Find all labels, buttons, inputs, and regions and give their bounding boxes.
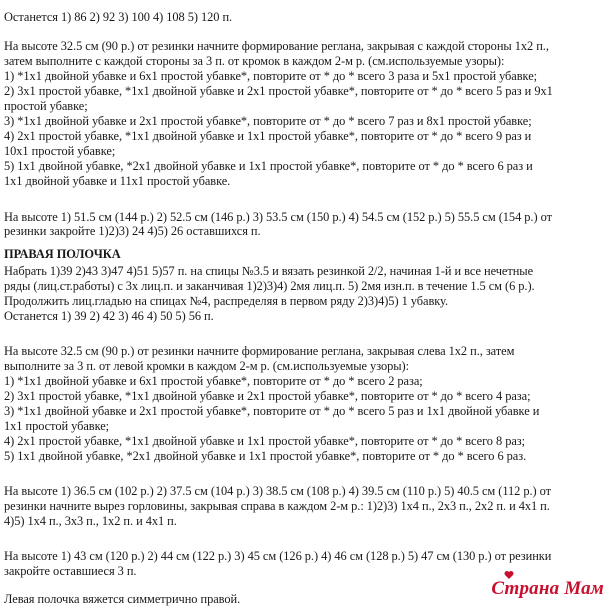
text-line: Останется 1) 39 2) 42 3) 46 4) 50 5) 56 п. — [4, 309, 214, 323]
text-line: 3) *1х1 двойной убавке и 2х1 простой убавке*, повторите от * до * всего 5 раз и 1х1 двойной убавке и — [4, 404, 540, 418]
text-line: 4) 2х1 простой убавке, *1х1 двойной убавке и 1х1 простой убавке*, повторите от * до * всего 9 раз и — [4, 129, 532, 143]
text-line: Останется 1) 86 2) 92 3) 100 4) 108 5) 120 п. — [4, 10, 233, 24]
text-line: 1) *1х1 двойной убавке и 6х1 простой убавке*, повторите от * до * всего 2 раза; — [4, 374, 423, 388]
text-line: На высоте 1) 43 см (120 р.) 2) 44 см (122 р.) 3) 45 см (126 р.) 4) 46 см (128 р.) 5) 47 см (130 р.) от резинки — [4, 549, 552, 563]
text-line: На высоте 1) 51.5 см (144 р.) 2) 52.5 см (146 р.) 3) 53.5 см (150 р.) 4) 54.5 см (152 р.) 5) 55.5 см (154 р.) от — [4, 210, 552, 224]
watermark-text: Страна Мам — [491, 578, 604, 599]
text-line: выполните за 3 п. от левой кромки в каждом 2-м р. (см.используемые узоры): — [4, 359, 410, 373]
text-line: На высоте 32.5 см (90 р.) от резинки начните формирование реглана, закрывая с каждой стороны 1х2 п., — [4, 39, 549, 53]
text-line: 3) *1х1 двойной убавке и 2х1 простой убавке*, повторите от * до * всего 7 раз и 8х1 простой убавке; — [4, 114, 532, 128]
text-line: резинки начните вырез горловины, закрывая справа в каждом 2-м р.: 1)2)3) 1х4 п., 2х3 п., 2х2 п. и 4х1 п. — [4, 499, 550, 513]
text-line: Набрать 1)39 2)43 3)47 4)51 5)57 п. на спицы №3.5 и вязать резинкой 2/2, начиная 1-й и все нечетные — [4, 264, 534, 278]
text-line: Левая полочка вяжется симметрично правой. — [4, 592, 241, 606]
text-line: 1х1 двойной убавке и 11х1 простой убавке. — [4, 174, 231, 188]
text-line: На высоте 1) 36.5 см (102 р.) 2) 37.5 см (104 р.) 3) 38.5 см (108 р.) 4) 39.5 см (110 р.) 5) 40.5 см (112 р.) от — [4, 484, 552, 498]
text-line: 2) 3х1 простой убавке, *1х1 двойной убавке и 2х1 простой убавке*, повторите от * до * всего 4 раза; — [4, 389, 531, 403]
text-line: простой убавке; — [4, 99, 88, 113]
text-line: 1) *1х1 двойной убавке и 6х1 простой убавке*, повторите от * до * всего 3 раза и 5х1 простой убавке; — [4, 69, 538, 83]
text-line: затем выполните с каждой стороны за 3 п. от кромок в каждом 2-м р. (см.используемые узоры): — [4, 54, 505, 68]
text-line: 5) 1х1 двойной убавке, *2х1 двойной убавке и 1х1 простой убавке*, повторите от * до * всего 6 раз. — [4, 449, 527, 463]
text-line: ряды (лиц.ст.работы) с 3х лиц.п. и заканчивая 1)2)3)4) 2мя лиц.п. 5) 2мя изн.п. в течение 1.5 см (6 р.). — [4, 279, 535, 293]
text-line: 1х1 простой убавке; — [4, 419, 110, 433]
text-line: закройте оставшиеся 3 п. — [4, 564, 137, 578]
text-line: 5) 1х1 двойной убавке, *2х1 двойной убавке и 1х1 простой убавке*, повторите от * до * всего 6 раз и — [4, 159, 533, 173]
text-line: 4) 2х1 простой убавке, *1х1 двойной убавке и 1х1 простой убавке*, повторите от * до * всего 8 раз; — [4, 434, 526, 448]
site-watermark — [491, 578, 604, 600]
text-line: Продолжить лиц.гладью на спицах №4, распределяя в первом ряду 2)3)4)5) 1 убавку. — [4, 294, 448, 308]
text-line: 2) 3х1 простой убавке, *1х1 двойной убавке и 2х1 простой убавке*, повторите от * до * всего 5 раз и 9х1 — [4, 84, 553, 98]
text-line: На высоте 32.5 см (90 р.) от резинки начните формирование реглана, закрывая слева 1х2 п., затем — [4, 344, 515, 358]
text-line: 4)5) 1х4 п., 3х3 п., 1х2 п. и 4х1 п. — [4, 514, 177, 528]
text-line: 10х1 простой убавке; — [4, 144, 116, 158]
text-line: резинки закройте 1)2)3) 24 4)5) 26 оставшихся п. — [4, 224, 261, 238]
section-heading: ПРАВАЯ ПОЛОЧКА — [4, 247, 121, 261]
